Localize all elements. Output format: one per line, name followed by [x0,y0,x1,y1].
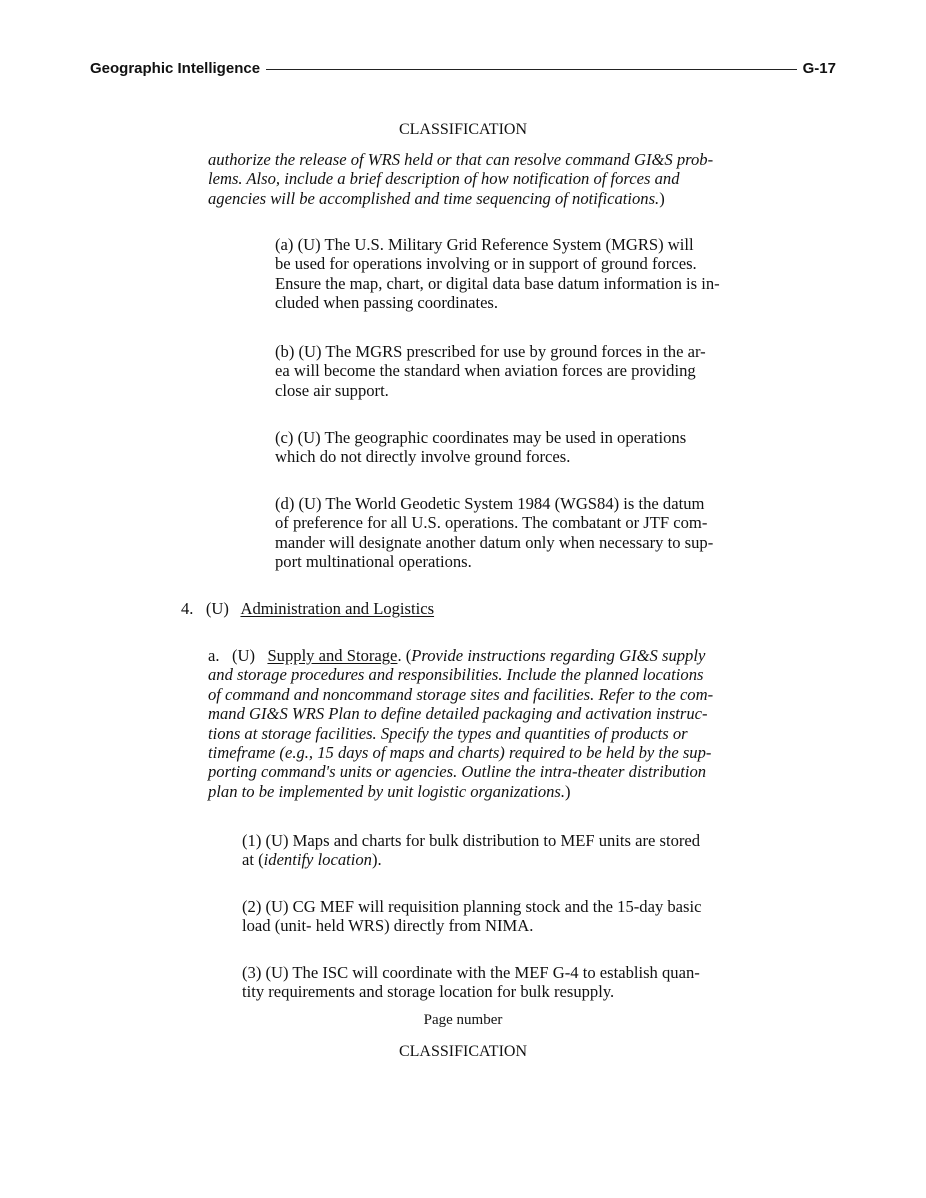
section-prefix: 4. (U) [181,599,241,618]
text-line: timeframe (e.g., 15 days of maps and charts) required to be held by the sup- [208,743,712,763]
text-fragment: ). [371,850,382,870]
text-line: Ensure the map, chart, or digital data base datum information is in- [275,273,720,293]
section-4-heading [181,599,434,618]
text-line [208,189,713,208]
text-line: (b) (U) The MGRS prescribed for use by ground forces in the ar- [275,342,706,361]
numbered-item-1 [242,831,700,870]
text-line: of command and noncommand storage sites and facilities. Refer to the com- [208,684,714,704]
text-fragment: at ( [242,850,264,870]
classification-bottom: CLASSIFICATION [398,1043,527,1060]
item-prefix: a. (U) [208,646,268,665]
text-line: (1) (U) Maps and charts for bulk distribution to MEF units are stored [242,831,701,850]
sub-item-d [275,494,713,572]
text-line-italic: agencies will be accomplished and time sequencing of notifications. [208,188,660,208]
header-title: Geographic Intelligence [90,59,261,77]
section-title: Administration and Logistics [240,599,435,618]
text-line: which do not directly involve ground forces. [275,447,571,467]
text-line: (a) (U) The U.S. Military Grid Reference System (MGRS) will [275,235,694,254]
header-page-id: G-17 [802,59,836,77]
item-title: Supply and Storage [267,646,398,665]
intro-paragraph [208,150,713,208]
text-line: close air support. [275,380,389,400]
header-rule [266,69,797,70]
text-line [208,646,713,665]
text-line-italic: identify location [263,850,372,870]
text-line: load (unit- held WRS) directly from NIMA. [242,916,534,936]
text-line [242,850,700,869]
text-line: authorize the release of WRS held or that can resolve command GI&S prob- [208,150,714,169]
text-line: tions at storage facilities. Specify the types and quantities of products or [208,723,688,743]
text-line-italic: plan to be implemented by unit logistic organizations. [208,781,566,801]
numbered-item-2 [242,897,701,936]
item-a-supply-storage [208,646,713,801]
running-header [90,58,836,78]
sub-item-c [275,428,686,467]
sub-item-b [275,342,706,400]
sub-item-a [275,235,720,313]
item-after-title: . ( [397,646,412,665]
text-line: (3) (U) The ISC will coordinate with the MEF G-4 to establish quan- [242,963,700,982]
page-number: Page number [423,1012,503,1028]
numbered-item-3 [242,963,700,1002]
text-line: lems. Also, include a brief description of how notification of forces and [208,169,680,189]
text-line: be used for operations involving or in support of ground forces. [275,254,697,274]
text-line: mand GI&S WRS Plan to define detailed packaging and activation instruc- [208,704,708,724]
text-line: port multinational operations. [275,552,472,572]
text-line: ea will become the standard when aviation forces are providing [275,361,696,381]
text-line [181,599,434,618]
close-paren: ) [565,781,571,801]
text-line: (2) (U) CG MEF will requisition planning stock and the 15-day basic [242,897,702,916]
text-line: porting command's units or agencies. Outline the intra-theater distribution [208,762,707,782]
text-line [208,782,713,801]
text-line: tity requirements and storage location for bulk resupply. [242,982,615,1002]
text-line: cluded when passing coordinates. [275,293,499,313]
text-line: mander will designate another datum only when necessary to sup- [275,532,714,552]
text-line-italic: Provide instructions regarding GI&S supply [411,646,706,665]
text-line: (c) (U) The geographic coordinates may be used in operations [275,428,687,447]
text-line: of preference for all U.S. operations. The combatant or JTF com- [275,513,708,533]
close-paren: ) [659,188,665,208]
text-line: and storage procedures and responsibilities. Include the planned locations [208,665,704,685]
text-line: (d) (U) The World Geodetic System 1984 (WGS84) is the datum [275,494,705,513]
classification-top: CLASSIFICATION [398,121,527,138]
